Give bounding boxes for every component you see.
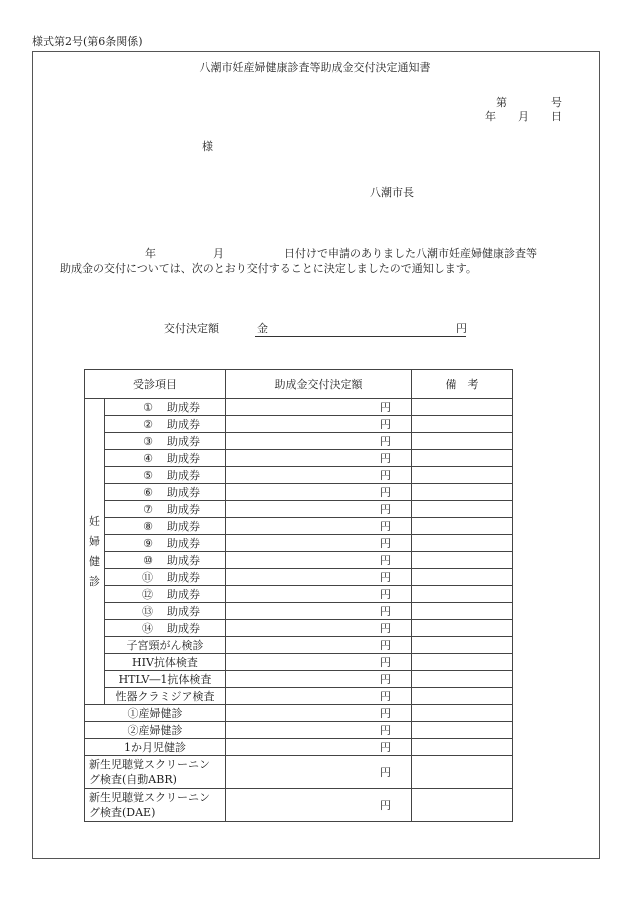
ticket-label: 助成券 xyxy=(167,536,200,550)
amount-cell: 円 xyxy=(226,535,412,552)
body-year: 年 xyxy=(145,247,156,260)
table-row xyxy=(85,416,513,433)
ticket-label: 助成券 xyxy=(167,502,200,516)
ticket-item xyxy=(105,467,226,484)
table-row xyxy=(85,620,513,637)
body-line-2: 助成金の交付については、次のとおり交付することに決定しましたので通知します。 xyxy=(60,262,477,275)
group-label-char: 診 xyxy=(89,574,100,588)
amount-cell: 円 xyxy=(226,399,412,416)
remarks-cell xyxy=(412,569,513,586)
amount-cell: 円 xyxy=(226,654,412,671)
remarks-cell xyxy=(412,484,513,501)
ticket-item xyxy=(105,569,226,586)
remarks-cell xyxy=(412,535,513,552)
amount-cell: 円 xyxy=(226,688,412,705)
group-label-char: 婦 xyxy=(89,534,100,548)
ticket-number: ⑦ xyxy=(143,502,153,516)
remarks-cell xyxy=(412,756,513,789)
remarks-cell xyxy=(412,433,513,450)
ticket-label: 助成券 xyxy=(167,553,200,567)
remarks-cell xyxy=(412,705,513,722)
group-label-pregnancy-checkup xyxy=(85,399,105,705)
exam-item xyxy=(85,789,226,822)
table-row xyxy=(85,739,513,756)
document-date: 年 月 日 xyxy=(485,110,562,123)
exam-item-line: グ検査(DAE) xyxy=(89,806,156,819)
remarks-cell xyxy=(412,518,513,535)
table-row xyxy=(85,789,513,822)
ticket-item xyxy=(105,416,226,433)
form-label: 様式第2号(第6条関係) xyxy=(32,35,143,48)
table-row xyxy=(85,552,513,569)
ticket-item xyxy=(105,620,226,637)
amount-cell: 円 xyxy=(226,501,412,518)
remarks-cell xyxy=(412,654,513,671)
table-row xyxy=(85,756,513,789)
amount-cell: 円 xyxy=(226,467,412,484)
ticket-number: ⑫ xyxy=(142,587,153,601)
group-label-char: 健 xyxy=(89,554,100,568)
amount-cell: 円 xyxy=(226,416,412,433)
amount-cell: 円 xyxy=(226,739,412,756)
table-row xyxy=(85,518,513,535)
ticket-item xyxy=(105,518,226,535)
remarks-cell xyxy=(412,722,513,739)
table-row xyxy=(85,501,513,518)
amount-cell: 円 xyxy=(226,789,412,822)
amount-cell: 円 xyxy=(226,756,412,789)
ticket-label: 助成券 xyxy=(167,451,200,465)
amount-cell: 円 xyxy=(226,620,412,637)
ticket-item xyxy=(105,501,226,518)
sender-name: 八潮市長 xyxy=(370,186,414,199)
header-amount: 助成金交付決定額 xyxy=(226,370,412,399)
ticket-label: 助成券 xyxy=(167,468,200,482)
table-row xyxy=(85,603,513,620)
body-month: 月 xyxy=(213,247,224,260)
document-title: 八潮市妊産婦健康診査等助成金交付決定通知書 xyxy=(199,61,431,74)
remarks-cell xyxy=(412,450,513,467)
table-row xyxy=(85,535,513,552)
ticket-item xyxy=(105,586,226,603)
remarks-cell xyxy=(412,399,513,416)
ticket-label: 助成券 xyxy=(167,519,200,533)
body-line-1 xyxy=(60,248,537,259)
amount-cell: 円 xyxy=(226,722,412,739)
recipient-suffix: 様 xyxy=(202,140,213,153)
remarks-cell xyxy=(412,688,513,705)
table-row xyxy=(85,654,513,671)
exam-item: ①産婦健診 xyxy=(85,705,226,722)
ticket-label: 助成券 xyxy=(167,485,200,499)
table-row xyxy=(85,399,513,416)
exam-item-line: グ検査(自動ABR) xyxy=(89,773,177,786)
ticket-number: ⑧ xyxy=(143,519,153,533)
ticket-label: 助成券 xyxy=(167,434,200,448)
ticket-number: ⑩ xyxy=(143,553,153,567)
ticket-item xyxy=(105,535,226,552)
ticket-label: 助成券 xyxy=(167,400,200,414)
ticket-number: ③ xyxy=(143,434,153,448)
remarks-cell xyxy=(412,671,513,688)
amount-label: 交付決定額 xyxy=(164,322,219,335)
remarks-cell xyxy=(412,789,513,822)
amount-cell: 円 xyxy=(226,484,412,501)
remarks-cell xyxy=(412,620,513,637)
exam-item: 1か月児健診 xyxy=(85,739,226,756)
remarks-cell xyxy=(412,739,513,756)
remarks-cell xyxy=(412,552,513,569)
ticket-item xyxy=(105,603,226,620)
ticket-label: 助成券 xyxy=(167,621,200,635)
table-row xyxy=(85,705,513,722)
ticket-number: ② xyxy=(143,417,153,431)
ticket-number: ⑬ xyxy=(142,604,153,618)
ticket-label: 助成券 xyxy=(167,570,200,584)
ticket-item xyxy=(105,552,226,569)
remarks-cell xyxy=(412,603,513,620)
ticket-label: 助成券 xyxy=(167,587,200,601)
amount-cell: 円 xyxy=(226,586,412,603)
table-row xyxy=(85,484,513,501)
ticket-number: ⑪ xyxy=(142,570,153,584)
ticket-item xyxy=(105,484,226,501)
remarks-cell xyxy=(412,501,513,518)
ticket-number: ⑤ xyxy=(143,468,153,482)
table-row xyxy=(85,671,513,688)
amount-cell: 円 xyxy=(226,518,412,535)
ticket-number: ⑨ xyxy=(143,536,153,550)
ticket-label: 助成券 xyxy=(167,417,200,431)
header-remarks: 備 考 xyxy=(412,370,513,399)
ticket-number: ⑭ xyxy=(142,621,153,635)
amount-cell: 円 xyxy=(226,637,412,654)
ticket-number: ④ xyxy=(143,451,153,465)
amount-cell: 円 xyxy=(226,433,412,450)
remarks-cell xyxy=(412,586,513,603)
remarks-cell xyxy=(412,416,513,433)
body-line-1-text: 日付けで申請のありました八潮市妊産婦健康診査等 xyxy=(284,247,537,260)
amount-cell: 円 xyxy=(226,569,412,586)
ticket-number: ⑥ xyxy=(143,485,153,499)
exam-item: 子宮頸がん検診 xyxy=(105,637,226,654)
table-row xyxy=(85,722,513,739)
document-number: 第 号 xyxy=(496,96,562,109)
amount-cell: 円 xyxy=(226,450,412,467)
amount-prefix: 金 xyxy=(257,322,268,335)
exam-item: HIV抗体検査 xyxy=(105,654,226,671)
ticket-label: 助成券 xyxy=(167,604,200,618)
subsidy-table xyxy=(84,369,513,822)
table-row xyxy=(85,450,513,467)
table-row xyxy=(85,467,513,484)
header-exam-item: 受診項目 xyxy=(85,370,226,399)
remarks-cell xyxy=(412,637,513,654)
exam-item: ②産婦健診 xyxy=(85,722,226,739)
table-row xyxy=(85,637,513,654)
table-row xyxy=(85,569,513,586)
amount-cell: 円 xyxy=(226,671,412,688)
exam-item-line: 新生児聴覚スクリーニン xyxy=(89,758,210,771)
exam-item: 性器クラミジア検査 xyxy=(105,688,226,705)
group-label-char: 妊 xyxy=(89,514,100,528)
ticket-item xyxy=(105,450,226,467)
remarks-cell xyxy=(412,467,513,484)
ticket-item xyxy=(105,399,226,416)
table-row xyxy=(85,433,513,450)
amount-cell: 円 xyxy=(226,705,412,722)
exam-item-line: 新生児聴覚スクリーニン xyxy=(89,791,210,804)
amount-cell: 円 xyxy=(226,603,412,620)
amount-underline xyxy=(255,336,466,337)
amount-unit: 円 xyxy=(456,322,467,335)
ticket-number: ① xyxy=(143,400,153,414)
table-row xyxy=(85,688,513,705)
amount-cell: 円 xyxy=(226,552,412,569)
exam-item xyxy=(85,756,226,789)
table-row xyxy=(85,586,513,603)
exam-item: HTLV―1抗体検査 xyxy=(105,671,226,688)
ticket-item xyxy=(105,433,226,450)
